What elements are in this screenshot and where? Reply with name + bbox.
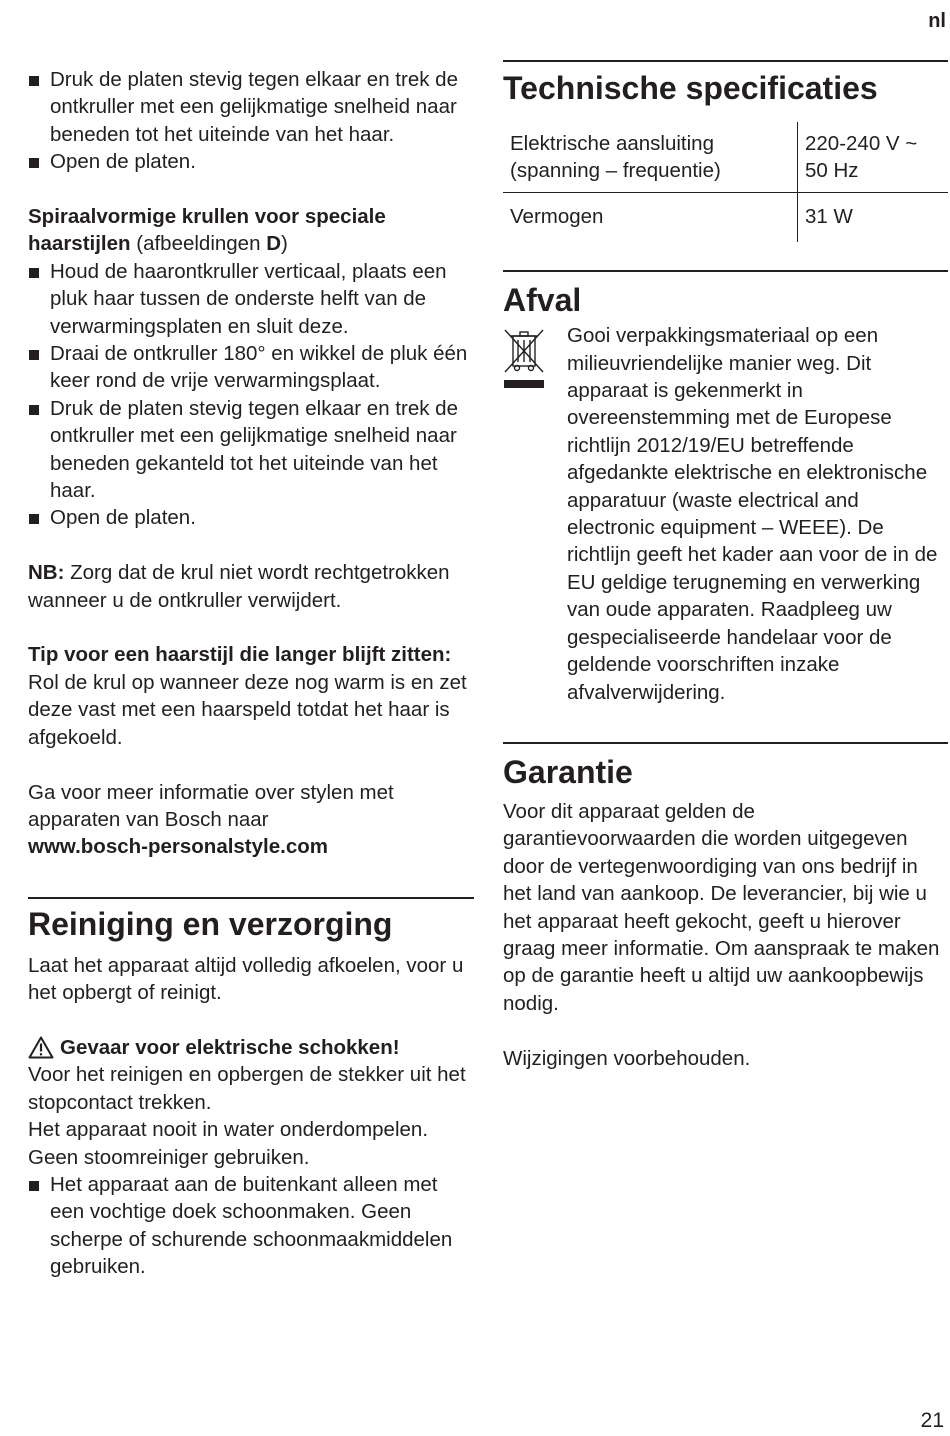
spec-label: Vermogen (503, 192, 798, 242)
spec-value: 31 W (805, 204, 853, 228)
garantie-footer: Wijzigingen voorbehouden. (503, 1046, 751, 1070)
warning-line: Het apparaat nooit in water onderdompelen. (28, 1118, 429, 1142)
spiral-heading-close: ) (281, 232, 288, 256)
afval-text: Gooi verpakkingsmateriaal op een milieuvriendelijke manier weg. Dit apparaat is gekenmerkt in overeenstemming met de Europese richtlijn 2012/19/EU betreffende afgedankte elektrische en elektronische apparatuur (waste electrical and electronic equipment – WEEE). De richtlijn geeft het kader aan voor de in de EU geldige terugneming en verwerking van oude apparaten. Raadpleeg uw gespecialiseerde handelaar voor de geldende voorschriften inzake afvalverwijdering. (567, 324, 938, 704)
table-row (503, 122, 948, 192)
tip-text: Rol de krul op wanneer deze nog warm is en zet deze vast met een haarspeld totdat het haar is afgekoeld. (28, 670, 467, 749)
figure-ref: D (266, 232, 281, 256)
nb-text: Zorg dat de krul niet wordt rechtgetrokken wanneer u de ontkruller verwijdert. (28, 561, 450, 612)
intro-bullet-list (28, 66, 474, 176)
spiral-heading (28, 203, 474, 258)
list-item: Open de platen. (28, 504, 474, 531)
specs-title: Technische specificaties (503, 70, 878, 106)
list-item: Open de platen. (28, 148, 474, 175)
spiral-heading-bold: Spiraalvormige krullen voor speciale haarstijlen (28, 205, 386, 256)
list-item: Druk de platen stevig tegen elkaar en trek de ontkruller met een gelijkmatige snelheid naar beneden tot het uiteinde van het haar. (28, 66, 474, 148)
warning-heading (28, 1034, 474, 1061)
tip-label: Tip voor een haarstijl die langer blijft zitten: (28, 643, 452, 667)
warning-title: Gevaar voor elektrische schokken! (60, 1035, 400, 1059)
right-column (503, 60, 948, 1072)
weee-crossed-bin-icon (503, 328, 545, 390)
website-link[interactable]: www.bosch-personalstyle.com (28, 835, 328, 859)
cleaning-title: Reiniging en verzorging (28, 905, 393, 942)
list-item: Druk de platen stevig tegen elkaar en trek de ontkruller met een gelijkmatige snelheid naar beneden gekanteld tot het uiteinde van het haar. (28, 395, 474, 505)
page-number: 21 (920, 1408, 944, 1432)
spec-value: 220-240 V ~ 50 Hz (798, 122, 949, 192)
table-row (503, 192, 948, 242)
spiral-heading-normal: (afbeeldingen (130, 232, 267, 256)
language-code: nl (928, 10, 946, 32)
afval-title: Afval (503, 282, 582, 319)
list-item: Het apparaat aan de buitenkant alleen met een vochtige doek schoonmaken. Geen scherpe of schurende schoonmaakmiddelen gebruiken. (28, 1171, 474, 1281)
list-item: Houd de haarontkruller verticaal, plaats een pluk haar tussen de onderste helft van de verwarmingsplaten en sluit deze. (28, 258, 474, 340)
nb-label: NB: (28, 561, 65, 585)
list-item: Draai de ontkruller 180° en wikkel de pluk één keer rond de vrije verwarmingsplaat. (28, 340, 474, 395)
afval-block (503, 322, 948, 706)
specs-table (503, 122, 948, 242)
warning-triangle-icon (28, 1036, 54, 1059)
garantie-text: Voor dit apparaat gelden de garantievoorwaarden die worden uitgegeven door de vertegenwoordiging van ons bedrijf in het land van aankoop. De leverancier, bij wie u het apparaat heeft gekocht, geeft u hierover graag meer informatie. Om aanspraak te maken op de garantie heeft u altijd uw aankoopbewijs nodig. (503, 799, 940, 1015)
garantie-title: Garantie (503, 753, 633, 790)
warning-line: Voor het reinigen en opbergen de stekker uit het stopcontact trekken. (28, 1063, 466, 1114)
nb-note (28, 559, 474, 614)
cleaning-intro: Laat het apparaat altijd volledig afkoelen, voor u het opbergt of reinigt. (28, 953, 464, 1005)
cleaning-bullet-list (28, 1171, 474, 1281)
spec-label: Elektrische aansluiting (spanning – frequentie) (503, 122, 798, 192)
warning-line: Geen stoomreiniger gebruiken. (28, 1145, 310, 1169)
spiral-bullet-list (28, 258, 474, 532)
left-column (28, 66, 474, 1281)
tip-note (28, 641, 474, 751)
info-text: Ga voor meer informatie over stylen met apparaten van Bosch naar (28, 780, 394, 831)
